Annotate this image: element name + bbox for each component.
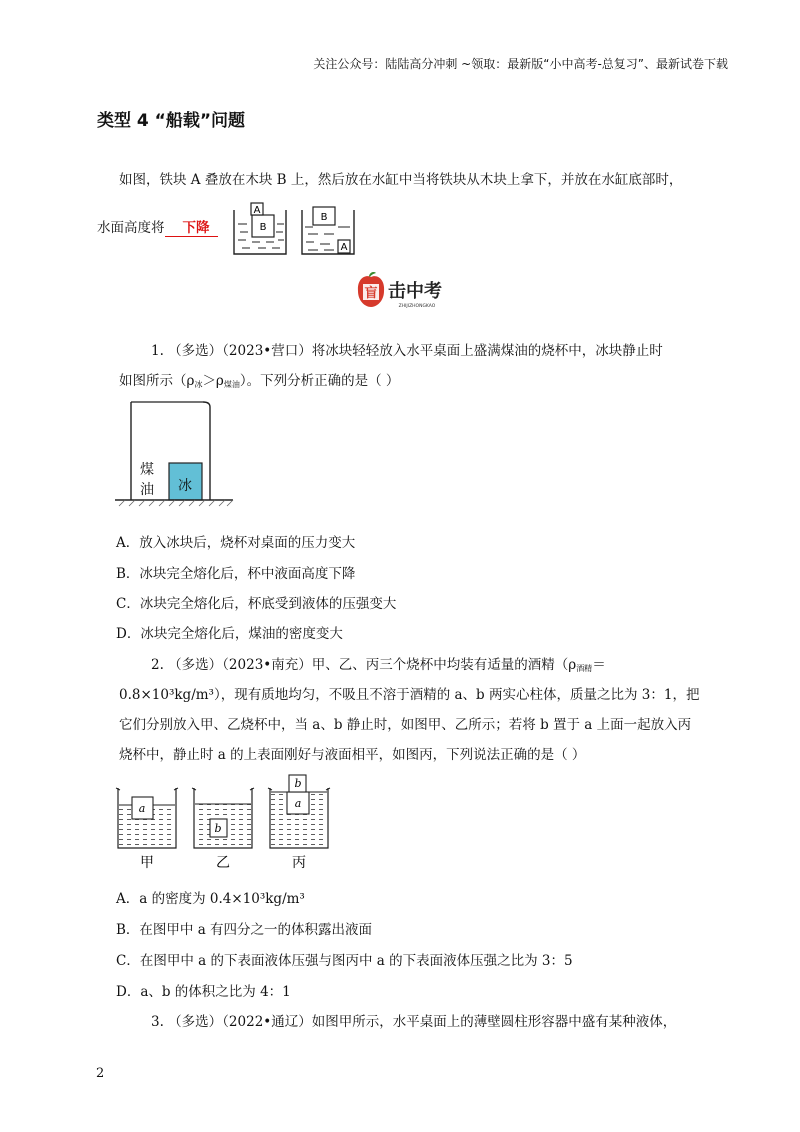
q1-text-a: 如图所示（ρ bbox=[119, 373, 195, 389]
q1-option-b: B．冰块完全熔化后，杯中液面高度下降 bbox=[116, 566, 356, 582]
label-b: b bbox=[214, 822, 222, 835]
label-a: a bbox=[294, 797, 302, 810]
brand-logo bbox=[355, 271, 447, 311]
q2-text-a: 2. （多选）（2023•南充）甲、乙、丙三个烧杯中均装有适量的酒精（ρ bbox=[151, 657, 577, 673]
q2-option-c: C．在图甲中 a 的下表面液体压强与图丙中 a 的下表面液体压强之比为 3：5 bbox=[116, 953, 573, 969]
q1-sub-ice: 冰 bbox=[194, 380, 203, 389]
beaker-yi bbox=[192, 788, 254, 848]
intro-prefix: 水面高度将 bbox=[97, 220, 165, 236]
q1-text-c: ）。下列分析正确的是（ ） bbox=[239, 373, 400, 389]
q1-option-d: D．冰块完全熔化后，煤油的密度变大 bbox=[116, 626, 343, 642]
q2-text-b: ＝ bbox=[592, 657, 606, 673]
q2-line-3: 它们分别放入甲、乙烧杯中，当 a、b 静止时，如图甲、乙所示；若将 b 置于 a 上面一起放入丙 bbox=[119, 717, 692, 733]
logo-subtext: ZHIJIZHONGKAO bbox=[398, 304, 436, 309]
page-number: 2 bbox=[96, 1066, 105, 1081]
intro-line-1: 如图，铁块 A 叠放在木块 B 上，然后放在水缸中当将铁块从木块上拿下，并放在水缸底部时， bbox=[119, 172, 683, 188]
q2-sub-alcohol: 酒精 bbox=[576, 664, 593, 673]
q3-line-1: 3. （多选）（2022•通辽）如图甲所示，水平桌面上的薄壁圆柱形容器中盛有某种液体， bbox=[151, 1014, 677, 1030]
q2-figure bbox=[110, 772, 335, 872]
caption-bing: 丙 bbox=[292, 855, 306, 871]
page-header: 关注公众号：陆陆高分冲刺 ~领取：最新版“小中高考-总复习”、最新试卷下载 bbox=[313, 57, 728, 71]
label-a: a bbox=[138, 802, 146, 815]
logo-text: 击中考 bbox=[388, 281, 442, 302]
label-A: A bbox=[253, 205, 261, 216]
q1-option-c: C．冰块完全熔化后，杯底受到液体的压强变大 bbox=[116, 596, 397, 612]
q2-line-1 bbox=[151, 655, 606, 679]
intro-figure-before bbox=[232, 202, 288, 256]
oil-label-1: 煤 bbox=[140, 462, 154, 478]
q2-option-d: D．a、b 的体积之比为 4：1 bbox=[116, 984, 291, 1000]
q1-option-a: A．放入冰块后，烧杯对桌面的压力变大 bbox=[116, 535, 356, 551]
intro-answer: 下降 bbox=[165, 220, 218, 237]
q2-line-2: 0.8×10³kg/m³），现有质地均匀，不吸且不溶于酒精的 a、b 两实心柱体，质量之比为 3：1，把 bbox=[119, 687, 700, 703]
q1-sub-oil: 煤油 bbox=[223, 380, 240, 389]
q1-line-1: 1. （多选）（2023•营口）将冰块轻轻放入水平桌面上盛满煤油的烧杯中，冰块静止时 bbox=[151, 343, 663, 359]
intro-line-2 bbox=[97, 218, 218, 238]
beaker-jia bbox=[116, 788, 178, 848]
oil-label-2: 油 bbox=[140, 482, 154, 498]
q1-line-2 bbox=[119, 371, 399, 395]
label-B: B bbox=[320, 212, 328, 223]
q2-option-b: B．在图甲中 a 有四分之一的体积露出液面 bbox=[116, 922, 373, 938]
section-title: 类型 4 “船载”问题 bbox=[97, 111, 246, 131]
caption-jia: 甲 bbox=[140, 855, 154, 871]
q2-line-4: 烧杯中，静止时 a 的上表面刚好与液面相平，如图丙，下列说法正确的是（ ） bbox=[119, 747, 586, 763]
intro-figure-after bbox=[300, 202, 356, 256]
q1-text-b: ＞ρ bbox=[202, 373, 224, 389]
label-B: B bbox=[259, 222, 267, 233]
logo-badge: 盲 bbox=[364, 286, 378, 301]
q2-option-a: A．a 的密度为 0.4×10³kg/m³ bbox=[116, 891, 305, 907]
ice-label: 冰 bbox=[178, 478, 192, 494]
caption-yi: 乙 bbox=[216, 855, 230, 871]
label-b: b bbox=[294, 777, 302, 790]
label-A: A bbox=[340, 242, 348, 253]
q1-figure bbox=[115, 400, 235, 508]
beaker-bing bbox=[268, 775, 330, 848]
